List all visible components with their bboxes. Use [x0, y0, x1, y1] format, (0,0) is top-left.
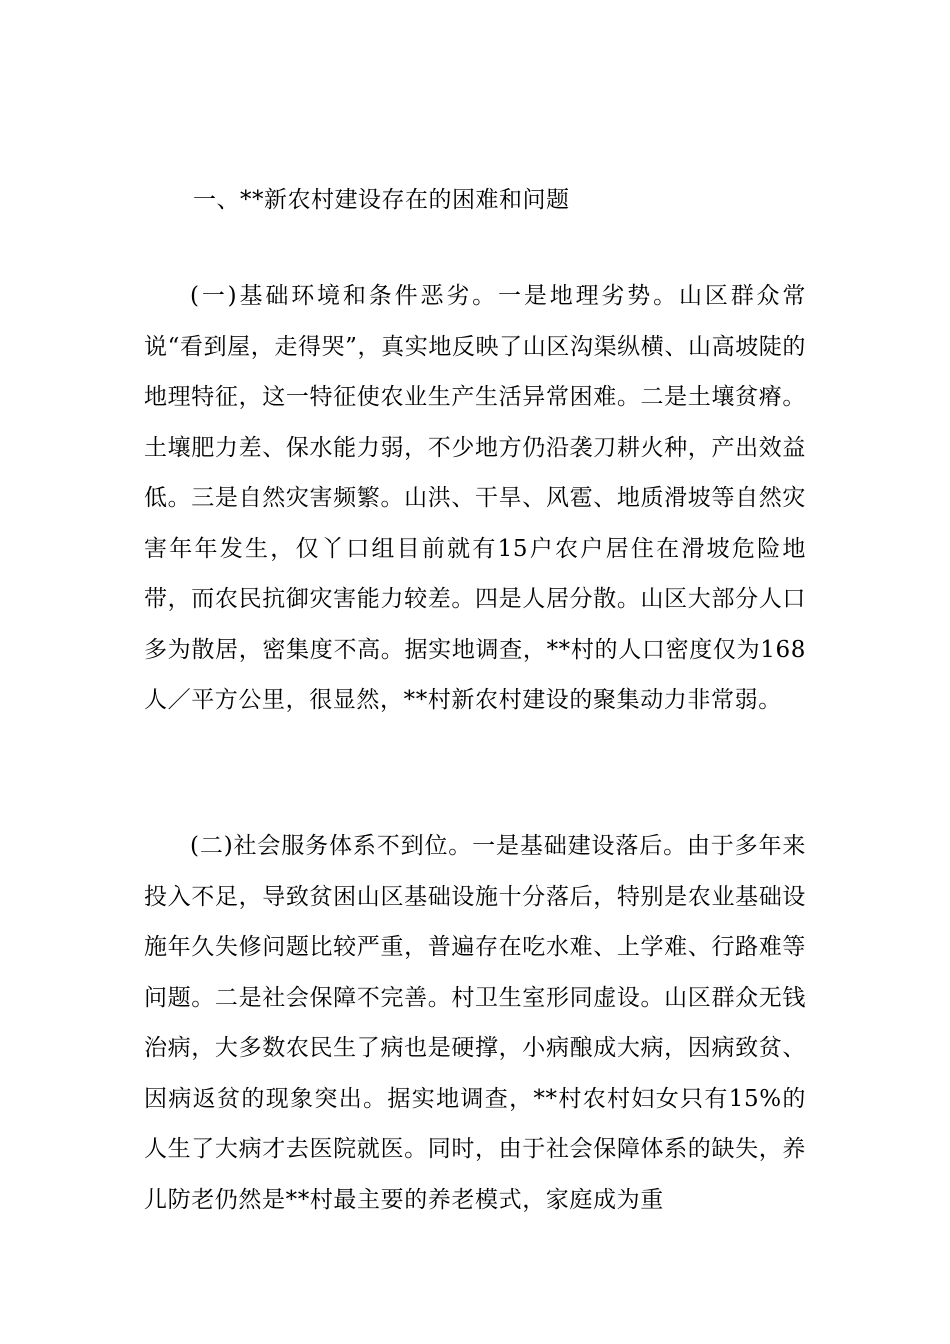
section-heading: 一、**新农村建设存在的困难和问题: [193, 187, 570, 213]
paragraph-basic-environment: (一)基础环境和条件恶劣。一是地理劣势。山区群众常说“看到屋，走得哭”，真实地反映了山区沟渠纵横、山高坡陡的地理特征，这一特征使农业生产生活异常困难。二是土壤贫瘠。土壤肥力差、保水能力弱，不少地方仍沿袭刀耕火种，产出效益低。三是自然灾害频繁。山洪、干旱、风雹、地质滑坡等自然灾害年年发生，仅丫口组目前就有15户农户居住在滑坡危险地带，而农民抗御灾害能力较差。四是人居分散。山区大部分人口多为散居，密集度不高。据实地调查，**村的人口密度仅为168人／平方公里，很显然，**村新农村建设的聚集动力非常弱。: [144, 283, 806, 713]
paragraph-social-services: (二)社会服务体系不到位。一是基础建设落后。由于多年来投入不足，导致贫困山区基础设施十分落后，特别是农业基础设施年久失修问题比较严重，普遍存在吃水难、上学难、行路难等问题。二是社会保障不完善。村卫生室形同虚设。山区群众无钱治病，大多数农民生了病也是硬撑，小病酿成大病，因病致贫、因病返贫的现象突出。据实地调查，**村农村妇女只有15%的人生了大病才去医院就医。同时，由于社会保障体系的缺失，养儿防老仍然是**村最主要的养老模式，家庭成为重: [144, 833, 806, 1213]
